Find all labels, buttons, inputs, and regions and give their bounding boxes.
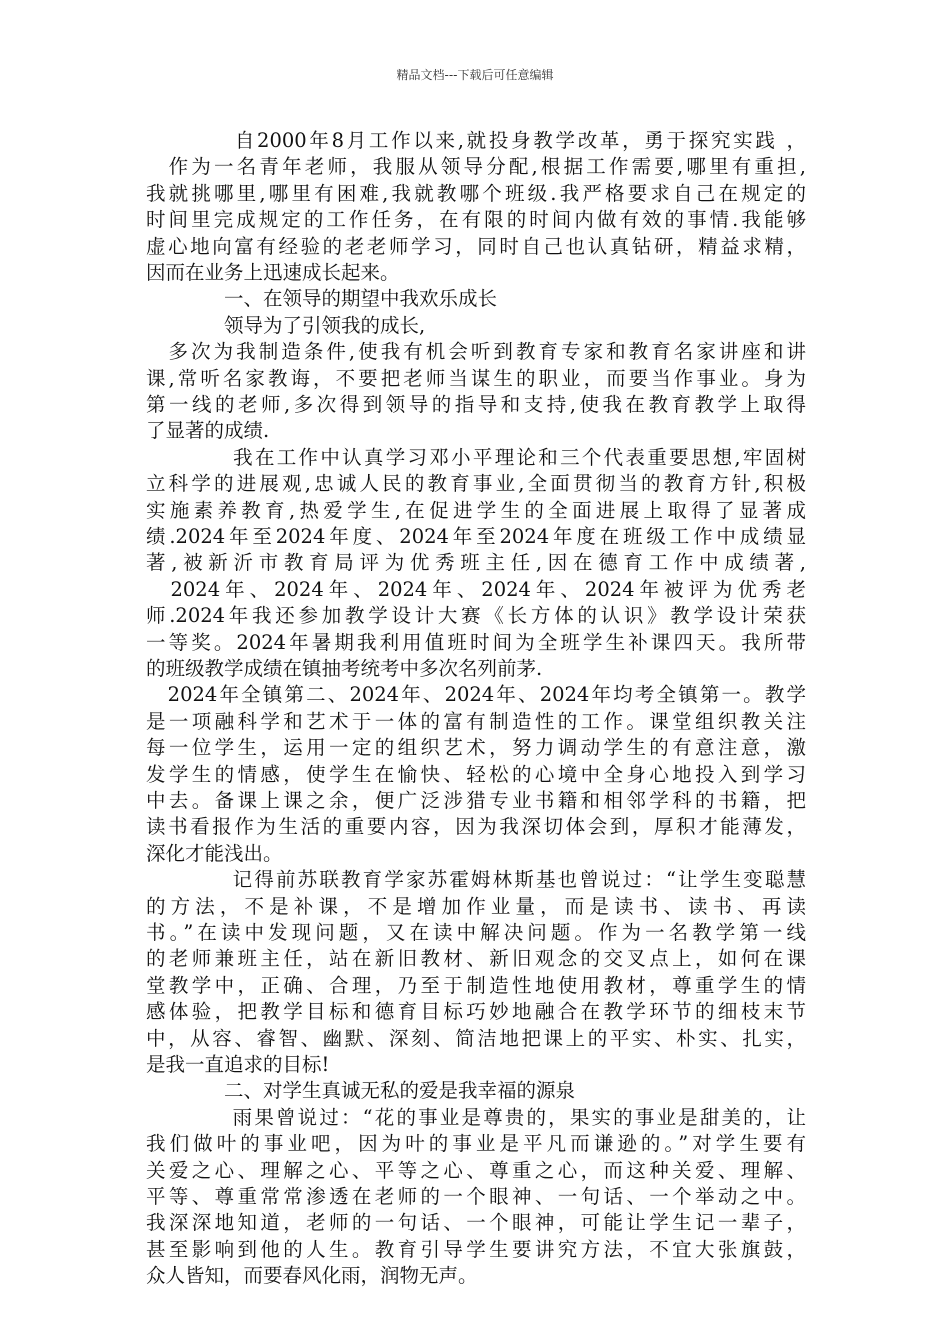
text-line: 时间里完成规定的工作任务，在有限的时间内做有效的事情.我能够 <box>146 208 806 232</box>
text-line: 的老师兼班主任，站在新旧教材、新旧观念的交叉点上，如何在课 <box>146 947 806 971</box>
text-line: 2024年全镇第二、2024年、2024年、2024年均考全镇第一。教学 <box>146 683 806 707</box>
page-header: 精品文档---下载后可任意编辑 <box>396 68 554 82</box>
text-line: 我在工作中认真学习邓小平理论和三个代表重要思想,牢固树 <box>146 445 806 469</box>
text-line: 作为一名青年老师，我服从领导分配,根据工作需要,哪里有重担, <box>146 155 806 179</box>
text-line: 实施素养教育,热爱学生,在促进学生的全面进展上取得了显著成 <box>146 498 806 522</box>
text-line: 每一位学生，运用一定的组织艺术，努力调动学生的有意注意，激 <box>146 736 806 760</box>
text-line: 绩.2024年至2024年度、2024年至2024年度在班级工作中成绩显 <box>146 525 806 548</box>
text-line: 第一线的老师,多次得到领导的指导和支持,使我在教育教学上取得 <box>146 393 806 416</box>
text-line: 中，从容、睿智、幽默、深刻、简洁地把课上的平实、朴实、扎实， <box>146 1026 806 1050</box>
text-line: 是我一直追求的目标! <box>146 1053 330 1076</box>
text-line: 我就挑哪里,哪里有困难,我就教哪个班级.我严格要求自己在规定的 <box>146 181 806 205</box>
text-line: 了显著的成绩. <box>146 419 270 443</box>
text-line: 关爱之心、理解之心、平等之心、尊重之心，而这种关爱、理解、 <box>146 1158 806 1182</box>
text-line: 中去。备课上课之余，便广泛涉猎专业书籍和相邻学科的书籍，把 <box>146 789 806 812</box>
text-line: 二、对学生真诚无私的爱是我幸福的源泉 <box>146 1079 576 1103</box>
text-line: 感体验，把教学目标和德育目标巧妙地融合在教学环节的细枝末节 <box>146 1000 806 1024</box>
text-line: 立科学的进展观,忠诚人民的教育事业,全面贯彻当的教育方针,积极 <box>146 472 806 496</box>
text-line: 记得前苏联教育学家苏霍姆林斯基也曾说过：“让学生变聪慧 <box>146 868 806 892</box>
text-line: 课,常听名家教诲，不要把老师当谋生的职业，而要当作事业。身为 <box>146 366 806 390</box>
text-line: 自2000年8月工作以来,就投身教学改革，勇于探究实践 ， <box>146 129 806 152</box>
text-line: 著,被新沂市教育局评为优秀班主任,因在德育工作中成绩著, <box>146 551 806 575</box>
text-line: 一、在领导的期望中我欢乐成长 <box>146 287 498 311</box>
text-line: 书。”在读中发现问题，又在读中解决问题。作为一名教学第一线 <box>146 921 806 944</box>
text-line: 众人皆知，而要春风化雨，润物无声。 <box>146 1264 478 1288</box>
text-line: 深化才能浅出。 <box>146 841 283 865</box>
text-line: 平等、尊重常常渗透在老师的一个眼神、一句话、一个举动之中。 <box>146 1185 806 1208</box>
text-line: 领导为了引领我的成长, <box>146 313 426 337</box>
text-line: 2024年、2024年、2024年、2024年、2024年被评为优秀老 <box>146 577 806 601</box>
text-line: 我们做叶的事业吧，因为叶的事业是平凡而谦逊的。”对学生要有 <box>146 1132 806 1156</box>
text-line: 的方法，不是补课，不是增加作业量，而是读书、读书、再读 <box>146 894 806 918</box>
text-line: 雨果曾说过：“花的事业是尊贵的，果实的事业是甜美的，让 <box>146 1105 806 1129</box>
text-line: 师.2024年我还参加教学设计大赛《长方体的认识》教学设计荣获 <box>146 604 806 628</box>
text-line: 虚心地向富有经验的老老师学习，同时自己也认真钻研，精益求精， <box>146 234 806 258</box>
text-line: 发学生的情感，使学生在愉快、轻松的心境中全身心地投入到学习 <box>146 762 806 786</box>
text-line: 的班级教学成绩在镇抽考统考中多次名列前茅. <box>146 657 543 680</box>
text-line: 是一项融科学和艺术于一体的富有制造性的工作。课堂组织教关注 <box>146 709 806 733</box>
text-line: 因而在业务上迅速成长起来。 <box>146 261 400 284</box>
text-line: 堂教学中，正确、合理，乃至于制造性地使用教材，尊重学生的情 <box>146 973 806 997</box>
text-line: 读书看报作为生活的重要内容，因为我深切体会到，厚积才能薄发， <box>146 815 806 839</box>
text-line: 甚至影响到他的人生。教育引导学生要讲究方法，不宜大张旗鼓， <box>146 1237 806 1261</box>
text-line: 我深深地知道，老师的一句话、一个眼神，可能让学生记一辈子， <box>146 1211 806 1235</box>
text-line: 多次为我制造条件,使我有机会听到教育专家和教育名家讲座和讲 <box>146 340 806 364</box>
text-line: 一等奖。2024年暑期我利用值班时间为全班学生补课四天。我所带 <box>146 630 806 654</box>
